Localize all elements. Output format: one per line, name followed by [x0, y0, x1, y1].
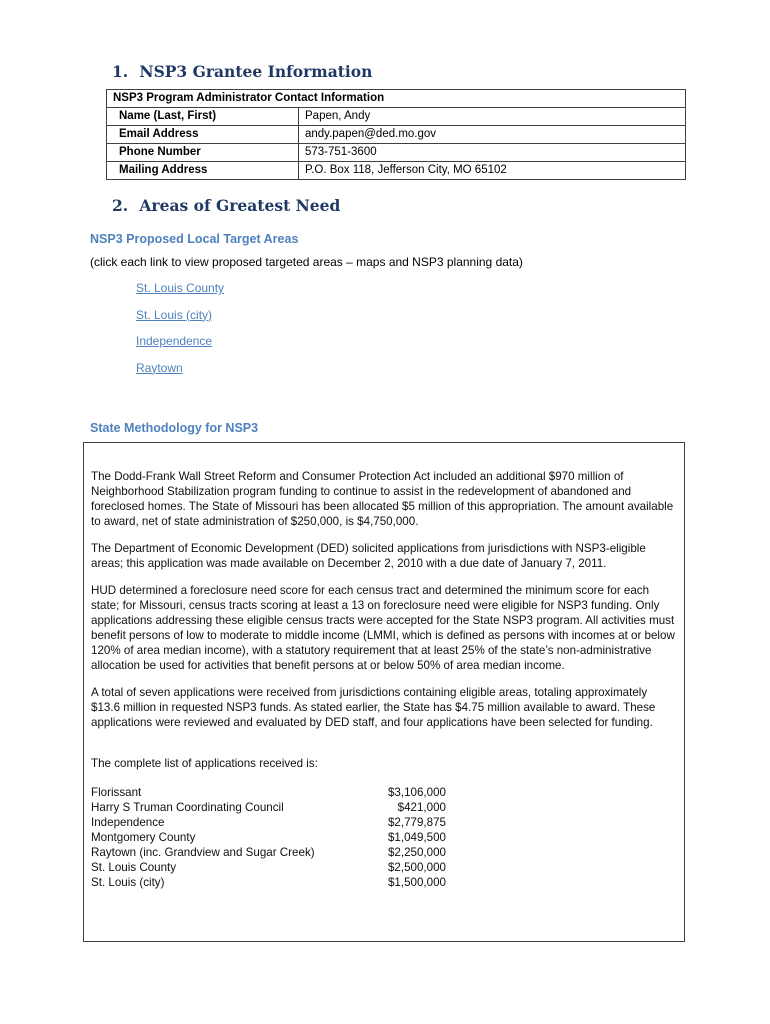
methodology-paragraph-3: HUD determined a foreclosure need score for each census tract and determined the minimum score for each state; for Missouri, census tracts scoring at least a 13 on foreclosure need were eligible for NSP3 funding. Only applications addressing these eligible census tracts were accepted for the State NSP3 program. All activities must benefit persons of low to moderate to middle income (LMMI, which is defined as persons with incomes at or below 120% of area median income), with a statutory requirement that at least 25% of the state’s non-administrative allocation be used for activities that benefit persons at or below 50% of area median income. [91, 584, 675, 672]
contact-table-header: NSP3 Program Administrator Contact Information [107, 90, 686, 108]
application-amount: $2,500,000 [387, 861, 446, 874]
section-2-number: 2. [112, 196, 129, 215]
application-name: Montgomery County [91, 831, 196, 844]
table-row [107, 126, 686, 144]
table-row [107, 108, 686, 126]
table-row [91, 875, 446, 890]
email-label: Email Address [107, 126, 299, 144]
table-row [107, 162, 686, 180]
table-row [91, 830, 446, 845]
application-name: St. Louis County [91, 861, 177, 874]
phone-label: Phone Number [107, 144, 299, 162]
contact-info-table [106, 89, 686, 180]
application-amount: $421,000 [397, 801, 446, 814]
application-amount: $1,049,500 [387, 831, 446, 844]
application-amount: $2,250,000 [387, 846, 446, 859]
section-1-title: NSP3 Grantee Information [139, 62, 373, 81]
section-1-number: 1. [112, 62, 129, 81]
application-name: St. Louis (city) [91, 876, 165, 889]
section-2-heading [112, 196, 340, 215]
target-areas-heading: NSP3 Proposed Local Target Areas [90, 232, 299, 246]
table-row [91, 815, 446, 830]
mailing-address-value: P.O. Box 118, Jefferson City, MO 65102 [299, 162, 686, 180]
application-amount: $3,106,000 [387, 786, 446, 799]
applications-table [91, 785, 446, 890]
application-name: Raytown (inc. Grandview and Sugar Creek) [91, 846, 315, 859]
target-area-links [136, 280, 224, 386]
application-name: Florissant [91, 786, 142, 799]
application-amount: $1,500,000 [387, 876, 446, 889]
application-name: Harry S Truman Coordinating Council [91, 801, 284, 814]
link-st-louis-county[interactable]: St. Louis County [136, 281, 225, 295]
methodology-heading: State Methodology for NSP3 [90, 421, 259, 435]
target-areas-note: (click each link to view proposed targeted areas – maps and NSP3 planning data) [90, 255, 523, 269]
table-row [107, 144, 686, 162]
application-amount: $2,779,875 [387, 816, 446, 829]
email-value: andy.papen@ded.mo.gov [299, 126, 686, 144]
name-value: Papen, Andy [299, 108, 686, 126]
link-st-louis-city[interactable]: St. Louis (city) [136, 307, 213, 322]
table-row [91, 860, 446, 875]
methodology-box [83, 442, 685, 942]
methodology-paragraph-4: A total of seven applications were received from jurisdictions containing eligible areas, totaling approximately $13.6 million in requested NSP3 funds. As stated earlier, the State has $4.75 million available to award. These applications were reviewed and evaluated by DED staff, and four applications have been selected for funding. [91, 686, 656, 729]
table-row [91, 800, 446, 815]
table-row [91, 785, 446, 800]
applications-list-intro: The complete list of applications received is: [91, 757, 318, 770]
section-1-heading [112, 62, 372, 81]
section-2-title: Areas of Greatest Need [139, 196, 341, 215]
methodology-paragraph-1: The Dodd-Frank Wall Street Reform and Consumer Protection Act included an additional $970 million of Neighborhood Stabilization program funding to continue to assist in the redevelopment of abandoned and foreclosed homes. The State of Missouri has been allocated $5 million of this appropriation. The amount available to award, net of state administration of $250,000, is $4,750,000. [91, 470, 674, 528]
link-independence[interactable]: Independence [136, 334, 213, 348]
methodology-paragraph-2: The Department of Economic Development (DED) solicited applications from jurisdictions with NSP3-eligible areas; this application was made available on December 2, 2010 with a due date of January 7, 2011. [91, 542, 646, 570]
mailing-address-label: Mailing Address [107, 162, 299, 180]
application-name: Independence [91, 816, 165, 829]
phone-value: 573-751-3600 [299, 144, 686, 162]
contact-table-header-row [107, 90, 686, 108]
link-raytown[interactable]: Raytown [136, 360, 183, 375]
table-row [91, 845, 446, 860]
name-label: Name (Last, First) [107, 108, 299, 126]
